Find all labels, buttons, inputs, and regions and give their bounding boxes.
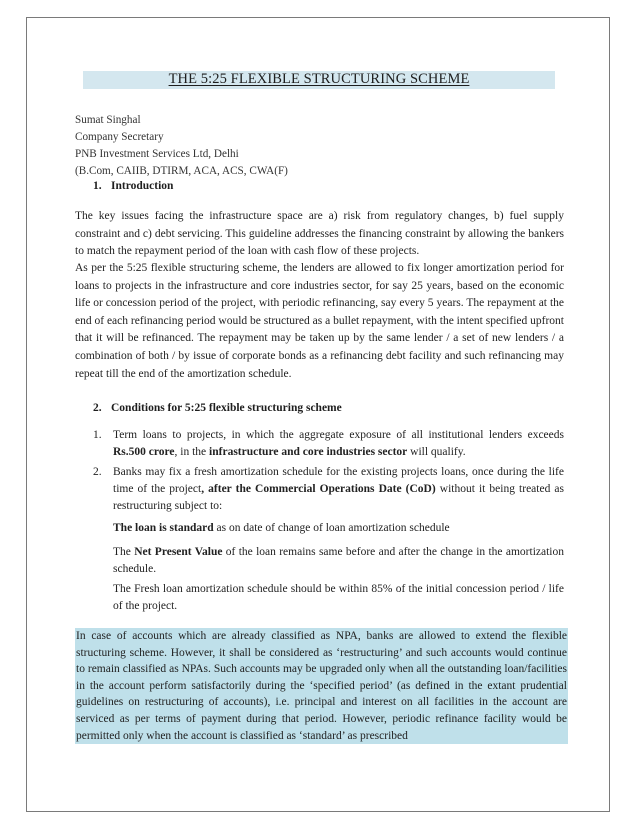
condition-standard-loan: The loan is standard as on date of change of loan amortization schedule	[113, 522, 450, 534]
author-block	[75, 112, 288, 180]
intro-paragraph-1: The key issues facing the infrastructure space are a) risk from regulatory changes, b) fuel supply constraint and c) debt servicing. This guideline addresses the financing constraint by allowing the bankers to match the repayment period of the loan with cash flow of these projects.	[75, 210, 564, 258]
condition-item-1	[93, 427, 564, 461]
condition-amortization-limit: The Fresh loan amortization schedule should be within 85% of the initial concession period / life of the project.	[113, 583, 564, 613]
title-container	[0, 70, 638, 89]
author-org: PNB Investment Services Ltd, Delhi	[75, 148, 239, 160]
condition-2-text: Banks may fix a fresh amortization schedule for the existing projects loans, once during the life time of the project, after the Commercial Operations Date (CoD) without it being treated as restructuring subject to:	[113, 466, 564, 513]
condition-npv: The Net Present Value of the loan remains same before and after the change in the amortization schedule.	[113, 546, 564, 576]
section-2-number: 2.	[93, 402, 102, 414]
intro-paragraph-2: As per the 5:25 flexible structuring scheme, the lenders are allowed to fix longer amortization period for loans to projects in the infrastructure and core industries sector, for say 25 years, based on the economic life or concession period of the project, with periodic refinancing, say every 5 years. The repayment at the end of each refinancing period would be structured as a bullet repayment, with the intent specified upfront that it will be refinanced. The repayment may be taken up by the same lender / a set of new lenders / a combination of both / by issue of corporate bonds as a refinancing debt facility and such refinancing may repeat till the end of the amortization schedule.	[75, 262, 564, 380]
condition-item-2	[93, 464, 564, 516]
condition-2-marker: 2.	[93, 466, 102, 478]
section-1-title: Introduction	[111, 180, 174, 192]
author-role: Company Secretary	[75, 131, 164, 143]
npa-highlight-paragraph: In case of accounts which are already classified as NPA, banks are allowed to extend the flexible structuring scheme. However, it shall be considered as ‘restructuring’ and such accounts would continue to remain classified as NPAs. Such accounts may be upgraded only when all the outstanding loan/facilities in the account perform satisfactorily during the ‘specified period’ (as defined in the extant prudential guidelines on restructuring of accounts), i.e. principal and interest on all facilities in the account are serviced as per terms of payment during that period. However, periodic refinance facility would be permitted only when the account is classified as ‘standard’ as prescribed	[75, 628, 568, 744]
section-2-title: Conditions for 5:25 flexible structuring scheme	[111, 402, 342, 414]
author-qualifications: (B.Com, CAIIB, DTIRM, ACA, ACS, CWA(F)	[75, 165, 288, 177]
section-1-number: 1.	[93, 180, 102, 192]
section-2-heading	[93, 402, 342, 414]
section-1-heading	[93, 180, 173, 192]
author-name: Sumat Singhal	[75, 114, 141, 126]
condition-1-text: Term loans to projects, in which the aggregate exposure of all institutional lenders exceeds Rs.500 crore, in the infrastructure and core industries sector will qualify.	[113, 429, 564, 459]
document-title: THE 5:25 FLEXIBLE STRUCTURING SCHEME	[83, 71, 556, 89]
condition-1-marker: 1.	[93, 429, 102, 441]
